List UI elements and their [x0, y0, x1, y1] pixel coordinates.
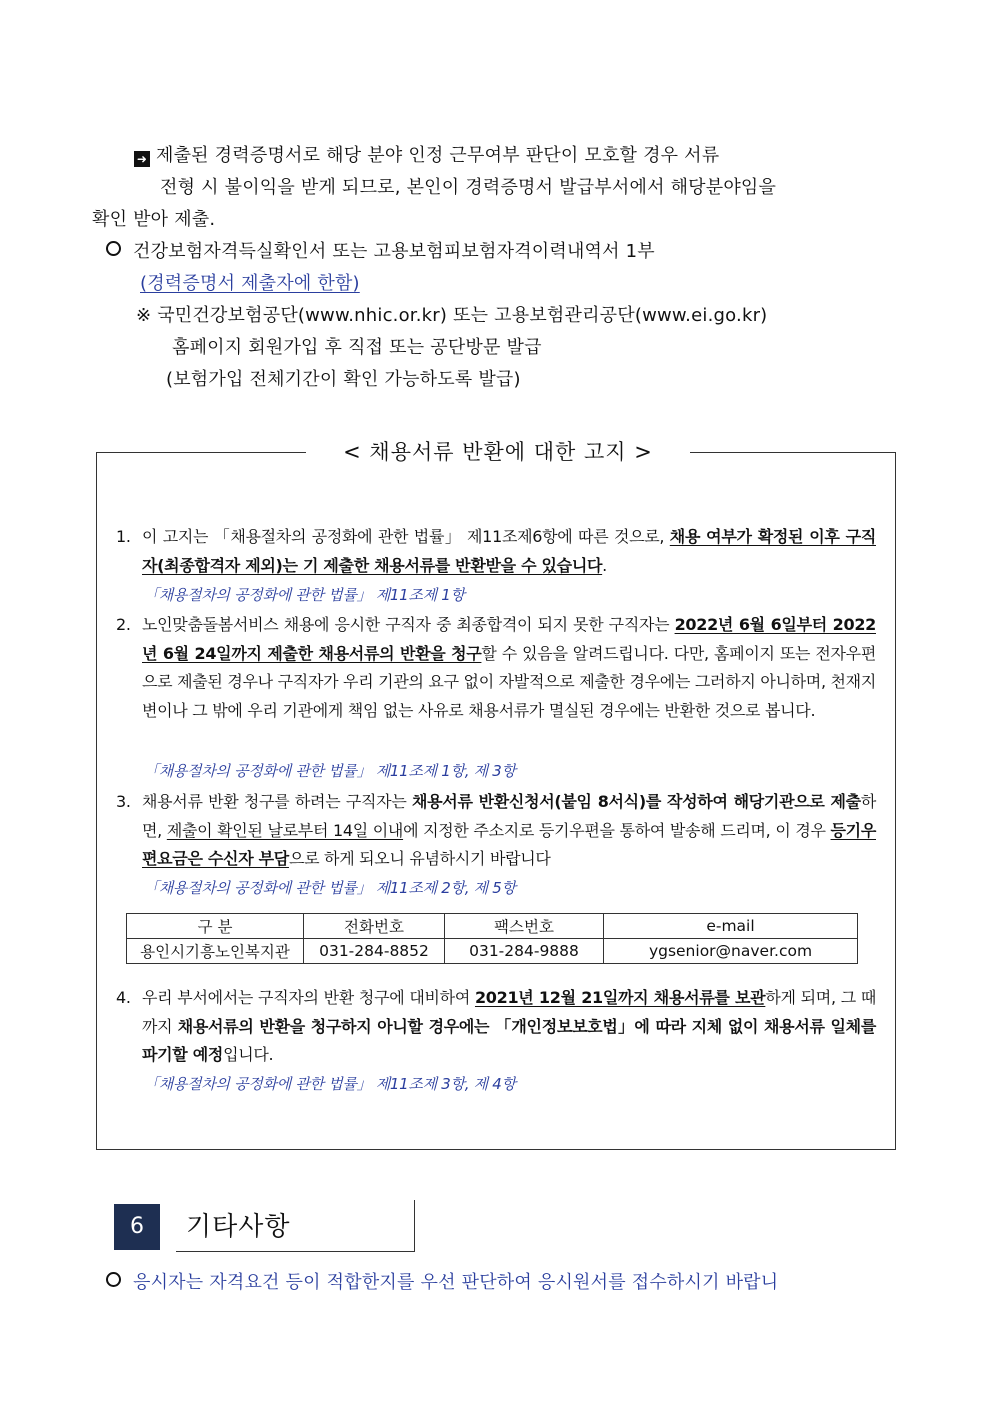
item4-bold: 채용서류의 반환을 청구하지 아니할 경우에는 「개인정보보호법」에 따라 지체 없이 채용서류 일체를 파기할 예정	[142, 1016, 876, 1064]
section6-bullet-text: 응시자는 자격요건 등이 적합한지를 우선 판단하여 응시원서를 접수하시기 바랍니	[133, 1272, 779, 1293]
cell-phone: 031-284-8852	[304, 939, 445, 964]
notice-item-4	[116, 984, 876, 1070]
item-number: 1.	[116, 527, 131, 546]
contact-table	[126, 913, 858, 964]
item4-reference: 「채용절차의 공정화에 관한 법률」 제11조제 3항, 제 4항	[144, 1075, 516, 1093]
para1-line1: 제출된 경력증명서로 해당 분야 인정 근무여부 판단이 모호할 경우 서류	[156, 145, 720, 166]
bullet-health-insurance	[106, 237, 655, 263]
bullet1-text: 건강보험자격득실확인서 또는 고용보험피보험자격이력내역서 1부	[133, 241, 655, 262]
item3-text-e: 에 지정한 주소지로 등기우편을 통하여 발송해 드리며, 이 경우	[403, 820, 831, 840]
item4-text: 우리 부서에서는 구직자의 반환 청구에 대비하여	[142, 988, 475, 1007]
arrow-paragraph	[134, 141, 719, 167]
item1-emphasis: 채용 여부가 확정된 이후 구직자(최종합격자 제외)는 기 제출한 채용서류를 반환받을 수 있습니다	[142, 527, 876, 575]
circle-bullet-icon	[106, 241, 121, 256]
bullet1-sub: (경력증명서 제출자에 한함)	[140, 273, 360, 294]
note-line3: (보험가입 전체기간이 확인 가능하도록 발급)	[166, 369, 521, 390]
section-number-badge: 6	[114, 1204, 160, 1250]
item2-rest: 할 수 있음을 알려드립니다. 다만, 홈페이지 또는 전자우편으로 제출된 경우나 구직자가 우리 기관의 요구 없이 자발적으로 제출한 경우에는 그러하지 아니하며, 천재지변이나 그 밖에 우리 기관에게 책임 없는 사유로 채용서류가 멸실된 경우에는 반환한 것으로 봅니다.	[142, 643, 876, 720]
table-header-row	[127, 914, 858, 939]
header-fax: 팩스번호	[445, 914, 604, 939]
arrow-right-icon: ➜	[134, 151, 150, 167]
note-line1: ※ 국민건강보험공단(www.nhic.or.kr) 또는 고용보험관리공단(www.ei.go.kr)	[136, 305, 768, 326]
item3-text-c: 하면,	[142, 792, 876, 840]
item2-reference: 「채용절차의 공정화에 관한 법률」 제11조제 1항, 제 3항	[144, 762, 516, 780]
item3-underline: 제출이 확인된 날로부터 14일 이내	[166, 820, 404, 840]
cell-organization: 용인시기흥노인복지관	[127, 939, 304, 964]
para1-line2: 전형 시 불이익을 받게 되므로, 본인이 경력증명서 발급부서에서 해당분야임을	[160, 177, 777, 198]
item1-end: .	[602, 555, 607, 575]
item3-text-g: 으로 하게 되오니 유념하시기 바랍니다	[288, 849, 551, 868]
header-phone: 전화번호	[304, 914, 445, 939]
header-email: e-mail	[604, 914, 858, 939]
item4-text-c: 하게 되며, 그 때까지	[142, 988, 876, 1036]
section-underline	[176, 1251, 415, 1252]
item3-emphasis: 채용서류 반환신청서(붙임 8서식)를 작성하여 해당기관으로 제출	[412, 792, 861, 811]
item-number: 3.	[116, 792, 131, 811]
notice-item-2	[116, 611, 876, 725]
item1-reference: 「채용절차의 공정화에 관한 법률」 제11조제 1항	[144, 586, 465, 604]
item2-text: 노인맞춤돌봄서비스 채용에 응시한 구직자 중 최종합격이 되지 못한 구직자는	[142, 615, 675, 634]
item3-postage: 등기우편요금은 수신자 부담	[142, 820, 876, 868]
item3-reference: 「채용절차의 공정화에 관한 법률」 제11조제 2항, 제 5항	[144, 879, 516, 897]
notice-item-3	[116, 788, 876, 874]
cell-fax: 031-284-9888	[445, 939, 604, 964]
para1-line3: 확인 받아 제출.	[92, 209, 216, 230]
section-divider	[414, 1200, 415, 1251]
header-category: 구 분	[127, 914, 304, 939]
notice-title: < 채용서류 반환에 대한 고지 >	[306, 436, 690, 468]
notice-item-1	[116, 523, 876, 580]
circle-bullet-icon	[106, 1272, 121, 1287]
item1-text: 이 고지는 「채용절차의 공정화에 관한 법률」 제11조제6항에 따른 것으로,	[142, 527, 670, 546]
item2-emphasis: 2022년 6월 6일부터 2022년 6월 24일까지 제출한 채용서류의 반환을 청구	[142, 615, 876, 663]
section6-bullet	[106, 1268, 778, 1294]
item4-emphasis: 2021년 12월 21일까지 채용서류를 보관	[474, 988, 766, 1007]
table-row	[127, 939, 858, 964]
note-line2: 홈페이지 회원가입 후 직접 또는 공단방문 발급	[172, 337, 542, 358]
item4-end: 입니다.	[223, 1045, 274, 1064]
cell-email: ygsenior@naver.com	[604, 939, 858, 964]
item-number: 4.	[116, 988, 131, 1007]
section-title: 기타사항	[186, 1212, 291, 1242]
item-number: 2.	[116, 615, 131, 634]
item3-text: 채용서류 반환 청구를 하려는 구직자는	[142, 792, 412, 811]
